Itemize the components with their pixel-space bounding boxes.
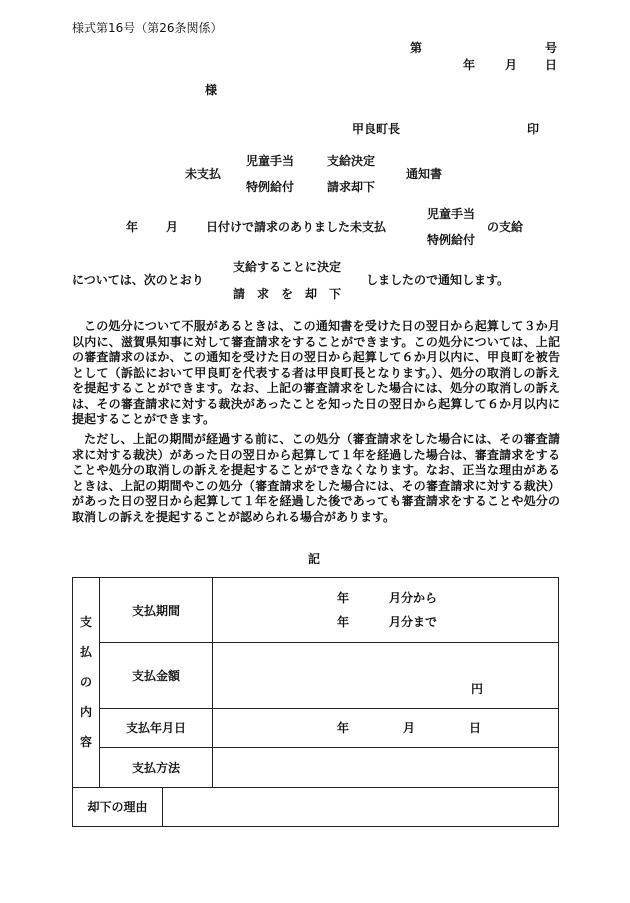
title-prefix: 未支払: [185, 167, 222, 181]
row-payment-amount: [73, 643, 559, 708]
vertical-char: 容: [79, 735, 92, 750]
ki-heading: 記: [308, 552, 321, 566]
payment-details-table: [72, 577, 559, 827]
addressee-suffix: 様: [205, 83, 218, 97]
body-option-decide-payment: 支給することに決定: [233, 260, 342, 274]
payment-amount-value-cell[interactable]: [213, 643, 559, 708]
body-line1-text: 日付けで請求のありました未支払: [206, 220, 387, 234]
body-year: 年: [126, 220, 139, 234]
body-option-special-benefit: 特例給付: [427, 233, 476, 247]
body-month: 月: [166, 220, 179, 234]
period-from-month: 月分から: [389, 591, 438, 605]
rejection-reason-value-cell[interactable]: [163, 787, 559, 826]
row-rejection-reason: [73, 787, 559, 826]
period-from-year: 年: [337, 591, 350, 605]
paydate-day: 日: [469, 720, 482, 735]
period-to-month: 月分まで: [389, 615, 438, 629]
date-month: 月: [505, 58, 518, 72]
date-day: 日: [545, 58, 558, 72]
seal-mark: 印: [527, 122, 540, 136]
vertical-char: 払: [79, 645, 92, 660]
payment-date-label: 支払年月日: [100, 708, 213, 747]
body-option-child-allowance: 児童手当: [427, 207, 476, 221]
title-option-child-allowance: 児童手当: [246, 154, 295, 168]
rejection-reason-label: 却下の理由: [73, 787, 163, 826]
date-year: 年: [463, 58, 476, 72]
body-line1-suffix: の支給: [487, 220, 524, 234]
title-suffix: 通知書: [406, 167, 443, 181]
doc-number-suffix: 号: [545, 41, 558, 55]
row-payment-date: [73, 708, 559, 747]
payment-method-label: 支払方法: [100, 747, 213, 787]
payment-date-value-cell[interactable]: [213, 708, 559, 747]
payment-period-value-cell[interactable]: [213, 578, 559, 643]
doc-number-prefix: 第: [410, 41, 423, 55]
form-number: 様式第16号（第26条関係）: [72, 21, 223, 35]
body-line2-suffix: しましたので通知します。: [366, 273, 510, 287]
body-line2-prefix: については、次のとおり: [72, 273, 204, 287]
vertical-char: の: [79, 675, 92, 690]
payment-method-value-cell[interactable]: [213, 747, 559, 787]
issuer-name: 甲良町長: [352, 122, 401, 136]
payment-amount-label: 支払金額: [100, 643, 213, 708]
vertical-char: 支: [79, 615, 92, 630]
title-option-special-benefit: 特例給付: [246, 180, 295, 194]
paydate-year: 年: [337, 720, 350, 735]
row-payment-method: [73, 747, 559, 787]
payment-period-label: 支払期間: [100, 578, 213, 643]
amount-unit-yen: 円: [471, 682, 484, 697]
row-payment-period: [73, 578, 559, 643]
title-option-claim-rejection: 請求却下: [327, 180, 376, 194]
vertical-label-cell: [73, 578, 100, 788]
appeal-notice-paragraph-2: ただし、上記の期間が経過する前に、この処分（審査請求をした場合には、その審査請求に対する裁決）があった日の翌日から起算して１年を経過した場合は、審査請求をすることや処分の取消しの訴えを提起することができなくなります。なお、正当な理由があるときは、上記の期間やこの処分（審査請求をした場合には、その審査請求に対する裁決）があった日の翌日から起算して１年を経過した後であっても審査請求をすることや処分の取消しの訴えを提起することが認められる場合があります。: [72, 432, 560, 524]
period-to-year: 年: [337, 615, 350, 629]
title-option-payment-decision: 支給決定: [327, 154, 376, 168]
appeal-notice-paragraph-1: この処分について不服があるときは、この通知書を受けた日の翌日から起算して３か月以内に、滋賀県知事に対して審査請求をすることができます。この処分については、上記の審査請求のほか、この通知を受けた日の翌日から起算して６か月以内に、甲良町を被告として（訴訟において甲良町を代表する者は甲良町長となります。）、処分の取消しの訴えを提起することができます。なお、上記の審査請求をした場合には、処分の取消しの訴えは、その審査請求に対する裁決があったことを知った日の翌日から起算して６か月以内に提起することができます。: [72, 319, 560, 426]
paydate-month: 月: [403, 720, 416, 735]
body-option-reject-claim: 請 求 を 却 下: [233, 287, 342, 301]
vertical-char: 内: [79, 705, 92, 720]
